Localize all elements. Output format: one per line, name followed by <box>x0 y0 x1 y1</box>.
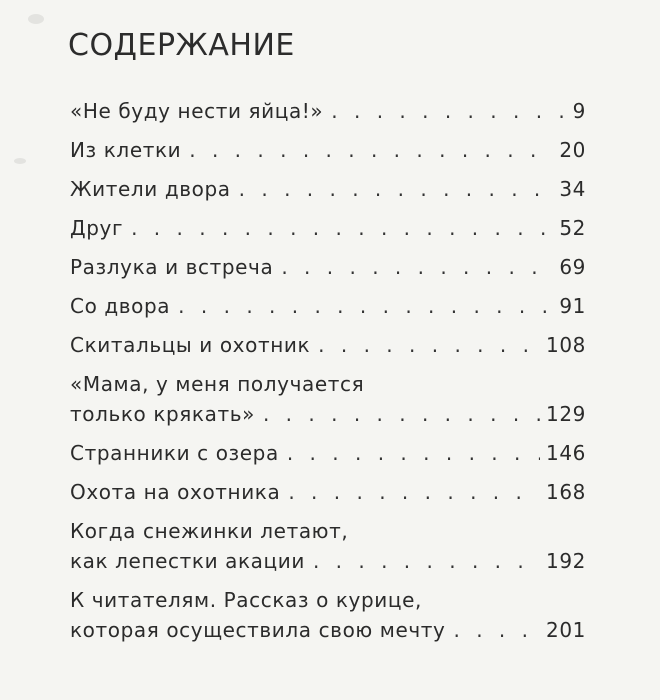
toc-entry <box>70 96 586 126</box>
toc-entry-title-line1: К читателям. Рассказ о курице, <box>70 588 422 612</box>
dot-leader <box>281 252 553 282</box>
toc-entry-title: «Не буду нести яйца!» <box>70 99 324 123</box>
dot-leader <box>288 477 540 507</box>
toc-entry-page: 20 <box>559 138 586 162</box>
table-of-contents <box>70 96 586 645</box>
paper-blemish <box>14 158 26 164</box>
toc-entry-title: только крякать» <box>70 402 255 426</box>
toc-entry <box>70 213 586 243</box>
toc-entry-title: Скитальцы и охотник <box>70 333 311 357</box>
toc-entry-title: Друг <box>70 216 124 240</box>
dot-leader <box>454 615 541 645</box>
toc-entry-page: 34 <box>559 177 586 201</box>
toc-entry-title-line1: «Мама, у меня получается <box>70 372 365 396</box>
dot-leader <box>239 174 554 204</box>
toc-entry <box>70 330 586 360</box>
toc-entry <box>70 438 586 468</box>
toc-entry-title: Разлука и встреча <box>70 255 274 279</box>
dot-leader <box>313 546 540 576</box>
toc-entry-title: Странники с озера <box>70 441 279 465</box>
paper-blemish <box>28 14 44 24</box>
toc-entry-title: Со двора <box>70 294 171 318</box>
toc-entry-page: 129 <box>546 402 586 426</box>
toc-entry-page: 91 <box>559 294 586 318</box>
toc-entry <box>70 546 586 576</box>
toc-entry <box>70 174 586 204</box>
toc-entry-page: 108 <box>546 333 586 357</box>
toc-entry <box>70 135 586 165</box>
toc-entry-title: которая осуществила свою мечту <box>70 618 446 642</box>
toc-entry-title-line1: Когда снежинки летают, <box>70 519 349 543</box>
dot-leader <box>287 438 540 468</box>
toc-entry-title: Охота на охотника <box>70 480 281 504</box>
toc-entry-title: Жители двора <box>70 177 231 201</box>
dot-leader <box>178 291 553 321</box>
toc-entry-page: 201 <box>546 618 586 642</box>
dot-leader <box>263 399 540 429</box>
toc-entry-page: 192 <box>546 549 586 573</box>
toc-entry <box>70 615 586 645</box>
dot-leader <box>189 135 553 165</box>
toc-entry-page: 9 <box>572 99 586 123</box>
page-title: СОДЕРЖАНИЕ <box>68 28 295 63</box>
toc-entry <box>70 477 586 507</box>
toc-entry-page: 168 <box>546 480 586 504</box>
toc-entry-title: как лепестки акации <box>70 549 305 573</box>
toc-entry <box>70 399 586 429</box>
toc-entry-page: 69 <box>559 255 586 279</box>
toc-entry <box>70 291 586 321</box>
dot-leader <box>331 96 566 126</box>
toc-entry-page: 146 <box>546 441 586 465</box>
dot-leader <box>318 330 540 360</box>
dot-leader <box>131 213 553 243</box>
toc-entry <box>70 252 586 282</box>
toc-entry-title: Из клетки <box>70 138 182 162</box>
toc-entry-page: 52 <box>559 216 586 240</box>
